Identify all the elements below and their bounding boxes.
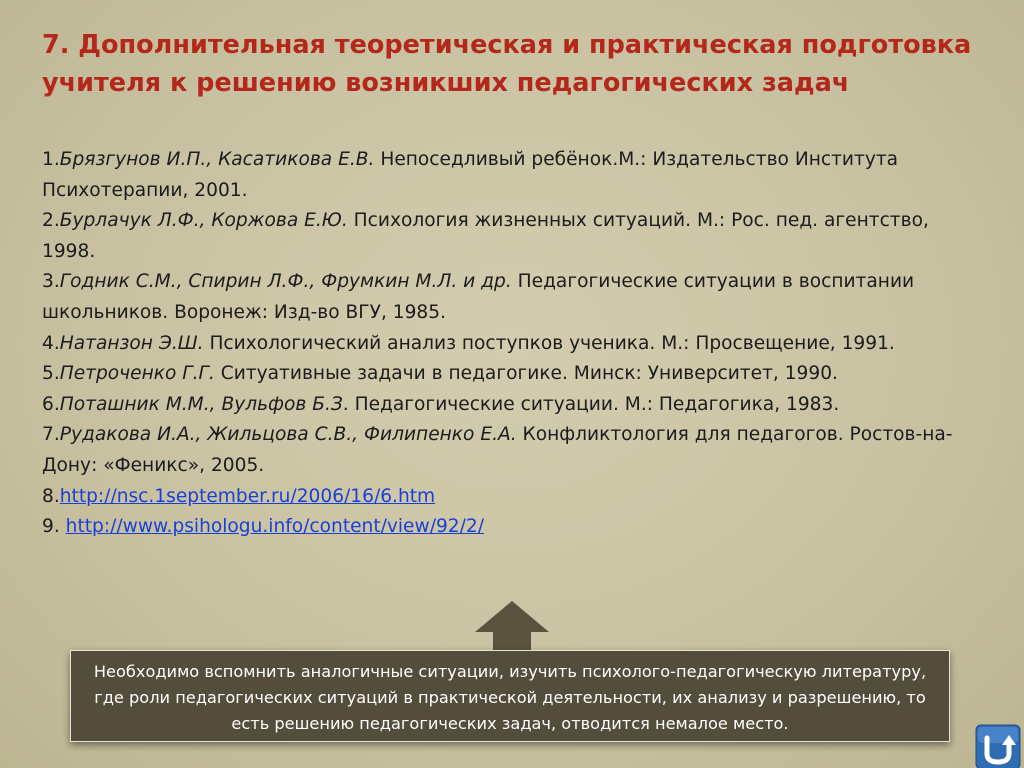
reference-list (42, 145, 962, 543)
reference-authors: Поташник М.М., Вульфов Б.З (59, 393, 343, 415)
reference-item (42, 390, 962, 421)
reference-text: Психологический анализ поступков ученика. М.: Просвещение, 1991. (203, 332, 895, 354)
reference-item (42, 267, 962, 328)
reference-authors: Бурлачук Л.Ф., Коржова Е.Ю. (59, 210, 348, 232)
reference-number: 1. (42, 149, 60, 170)
reference-number: 5. (42, 363, 60, 385)
reference-authors: Брязгунов И.П., Касатикова Е.В. (59, 149, 375, 170)
slide-title: 7. Дополнительная теоретическая и практическая подготовка учителя к решению возникших педагогических задач (42, 30, 972, 98)
reference-link-item (42, 482, 962, 513)
reference-number: 2. (42, 210, 60, 232)
reference-number: 4. (42, 332, 60, 354)
reference-text: Конфликтология для педагогов. Ростов-на-Дону: «Феникс», 2005. (42, 424, 953, 476)
note-box (70, 650, 950, 742)
reference-item (42, 329, 962, 360)
reference-text: . Педагогические ситуации. М.: Педагогика, 1983. (342, 393, 840, 415)
reference-text: Педагогические ситуации в воспитании школьников. Воронеж: Изд-во ВГУ, 1985. (42, 271, 915, 323)
reference-authors: Годник С.М., Спирин Л.Ф., Фрумкин М.Л. и др. (59, 271, 512, 293)
note-text: Необходимо вспомнить аналогичные ситуации, изучить психолого-педагогическую литературу, где роли педагогических ситуаций в практической деятельности, их анализу и разрешению, то есть решению педагогических задач, отводится немалое место. (93, 662, 927, 733)
reference-authors: Натанзон Э.Ш. (59, 332, 204, 354)
reference-number: 8. (42, 485, 60, 507)
return-arrow-icon[interactable] (975, 724, 1021, 768)
reference-text: Психология жизненных ситуаций. М.: Рос. пед. агентство, 1998. (42, 210, 929, 262)
reference-number: 7. (42, 424, 60, 446)
reference-number: 6. (42, 393, 60, 415)
reference-text: Непоседливый ребёнок.М.: Издательство Института Психотерапии, 2001. (42, 149, 899, 201)
reference-item (42, 420, 962, 481)
reference-number: 9. (42, 516, 66, 538)
reference-link-item (42, 512, 962, 543)
reference-item (42, 145, 962, 206)
reference-item (42, 359, 962, 390)
reference-number: 3. (42, 271, 60, 293)
reference-authors: Петроченко Г.Г. (59, 363, 215, 385)
reference-authors: Рудакова И.А., Жильцова С.В., Филипенко Е.А. (59, 424, 517, 446)
reference-link[interactable]: http://nsc.1september.ru/2006/16/6.htm (59, 485, 436, 507)
reference-text: Ситуативные задачи в педагогике. Минск: Университет, 1990. (214, 363, 838, 385)
reference-item (42, 206, 962, 267)
reference-link[interactable]: http://www.psihologu.info/content/view/92/2/ (65, 516, 484, 538)
up-arrow-shape (474, 600, 550, 652)
